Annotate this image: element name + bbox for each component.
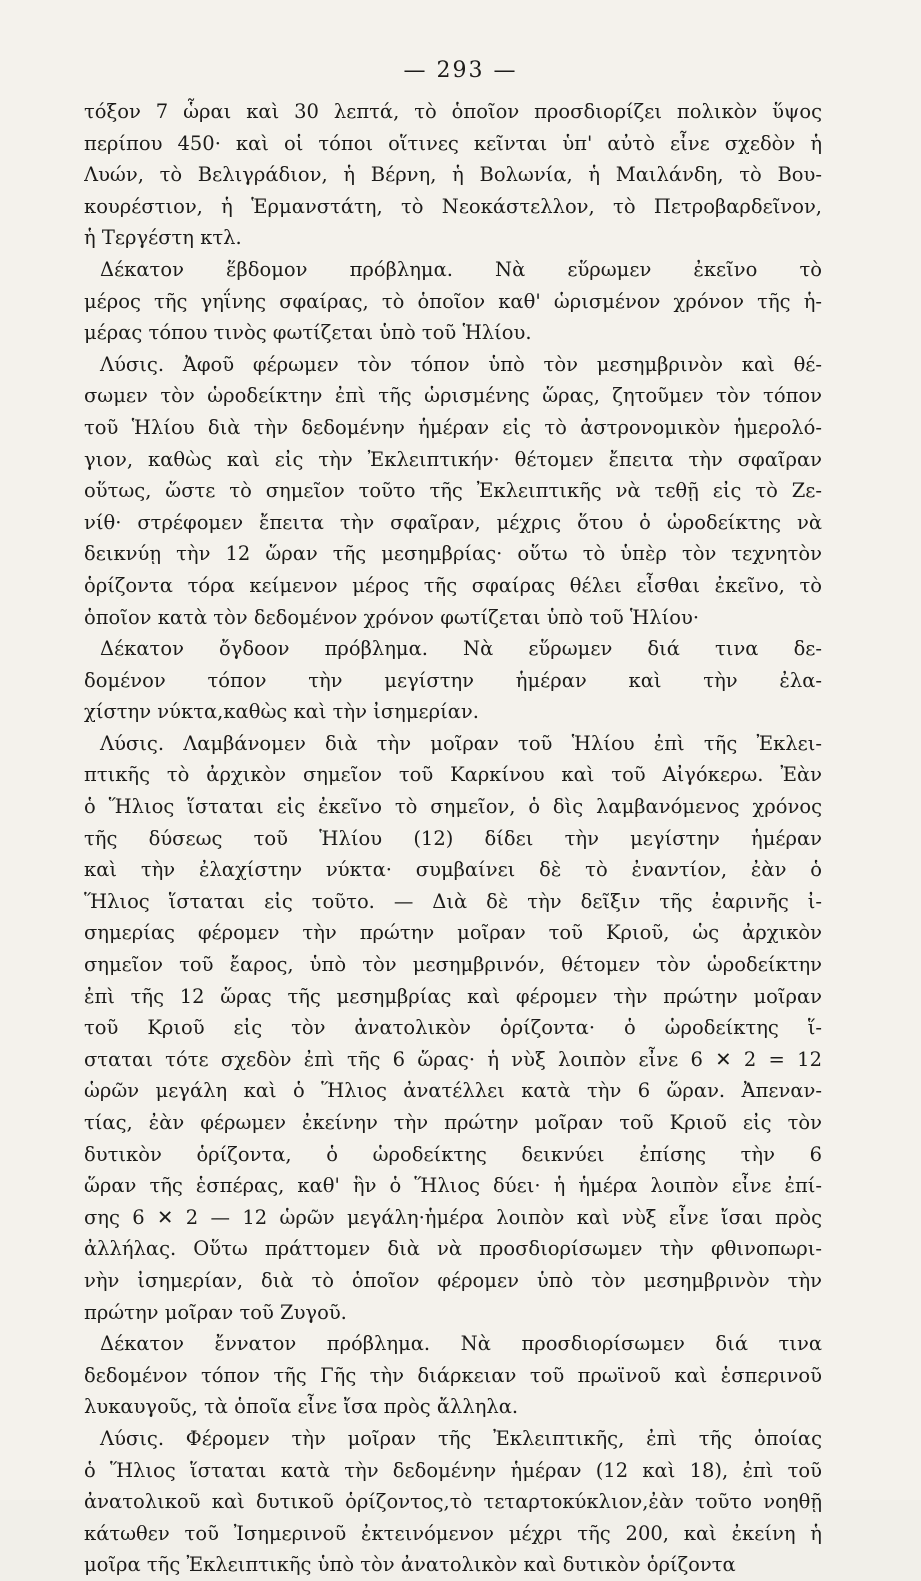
text-line: ὁ Ἥλιος ἵσταται κατὰ τὴν δεδομένην ἡμέραν (12 καὶ 18), ἐπὶ τοῦ [84, 1458, 822, 1482]
text-line: περίπου 450· καὶ οἱ τόποι οἵτινες κεῖνται ὑπ' αὐτὸ εἶνε σχεδὸν ἡ [84, 131, 822, 155]
text-line: Ἥλιος ἵσταται εἰς τοῦτο. — Διὰ δὲ τὴν δεῖξιν τῆς ἐαρινῆς ἰ- [84, 889, 822, 913]
text-line: ἡ Τεργέστη κτλ. [84, 226, 242, 250]
text-line: Λύσις. Ἀφοῦ φέρωμεν τὸν τόπον ὑπὸ τὸν μεσημβρινὸν καὶ θέ- [100, 352, 822, 376]
text-line: καὶ τὴν ἐλαχίστην νύκτα· συμβαίνει δὲ τὸ ἐναντίον, ἐὰν ὁ [84, 858, 822, 882]
text-line: Λύσις. Φέρομεν τὴν μοῖραν τῆς Ἐκλειπτικῆς, ἐπὶ τῆς ὁποίας [100, 1426, 822, 1450]
text-line: πρώτην μοῖραν τοῦ Ζυγοῦ. [84, 1300, 347, 1324]
text-line: ὡρῶν μεγάλη καὶ ὁ Ἥλιος ἀνατέλλει κατὰ τὴν 6 ὥραν. Ἀπεναν- [84, 1079, 822, 1103]
text-line: ἀνατολικοῦ καὶ δυτικοῦ ὁρίζοντος,τὸ τεταρτοκύκλιον,ἐὰν τοῦτο νοηθῇ [84, 1490, 822, 1514]
text-line: τόξον 7 ὧραι καὶ 30 λεπτά, τὸ ὁποῖον προσδιορίζει πολικὸν ὕψος [84, 100, 822, 123]
text-line: Δέκατον ὄγδοον πρόβλημα. Νὰ εὕρωμεν διά τινα δε- [100, 637, 822, 661]
text-line: τίας, ἐὰν φέρωμεν ἐκείνην τὴν πρώτην μοῖραν τοῦ Κριοῦ εἰς τὸν [84, 1111, 822, 1134]
text-line: μοῖρα τῆς Ἐκλειπτικῆς ὑπὸ τὸν ἀνατολικὸν καὶ δυτικὸν ὁρίζοντα [84, 1553, 736, 1577]
text-line: σης 6 ✕ 2 — 12 ὡρῶν μεγάλη·ἡμέρα λοιπὸν καὶ νὺξ εἶνε ἴσαι πρὸς [84, 1205, 822, 1229]
text-line: ὁποῖον κατὰ τὸν δεδομένον χρόνον φωτίζεται ὑπὸ τοῦ Ἡλίου· [84, 605, 700, 629]
text-line: δομένον τόπον τὴν μεγίστην ἡμέραν καὶ τὴν ἐλα- [84, 668, 822, 692]
text-line: τῆς δύσεως τοῦ Ἡλίου (12) δίδει τὴν μεγίστην ἡμέραν [84, 826, 822, 850]
text-line: Λύσις. Λαμβάνομεν διὰ τὴν μοῖραν τοῦ Ἡλίου ἐπὶ τῆς Ἐκλει- [100, 731, 822, 755]
text-line: νὴν ἰσημερίαν, διὰ τὸ ὁποῖον φέρομεν ὑπὸ τὸν μεσημβρινὸν τὴν [84, 1268, 822, 1292]
text-line: ὥραν τῆς ἑσπέρας, καθ' ἣν ὁ Ἥλιος δύει· ἡ ἡμέρα λοιπὸν εἶνε ἐπί- [84, 1174, 822, 1198]
text-line: Δέκατον ἕβδομον πρόβλημα. Νὰ εὕρωμεν ἐκεῖνο τὸ [100, 257, 822, 281]
text-line: γιον, καθὼς καὶ εἰς τὴν Ἐκλειπτικήν· θέτομεν ἔπειτα τὴν σφαῖραν [84, 447, 822, 471]
text-line: ὁρίζοντα τόρα κείμενον μέρος τῆς σφαίρας θέλει εἶσθαι ἐκεῖνο, τὸ [84, 573, 822, 597]
text-line: οὕτως, ὥστε τὸ σημεῖον τοῦτο τῆς Ἐκλειπτικῆς νὰ τεθῇ εἰς τὸ Ζε- [84, 479, 822, 503]
text-line: σωμεν τὸν ὡροδείκτην ἐπὶ τῆς ὡρισμένης ὥρας, ζητοῦμεν τὸν τόπον [84, 384, 822, 408]
text-line: δεδομένον τόπον τῆς Γῆς τὴν διάρκειαν τοῦ πρωϊνοῦ καὶ ἑσπερινοῦ [84, 1363, 822, 1387]
text-line: νίθ· στρέφομεν ἔπειτα τὴν σφαῖραν, μέχρις ὅτου ὁ ὡροδείκτης νὰ [84, 510, 822, 534]
text-line: ὁ Ἥλιος ἵσταται εἰς ἐκεῖνο τὸ σημεῖον, ὁ δὶς λαμβανόμενος χρόνος [84, 795, 822, 819]
text-line: λυκαυγοῦς, τὰ ὁποῖα εἶνε ἴσα πρὸς ἄλληλα. [84, 1395, 519, 1419]
text-line: σταται τότε σχεδὸν ἐπὶ τῆς 6 ὥρας· ἡ νὺξ λοιπὸν εἶνε 6 ✕ 2 = 12 [84, 1047, 822, 1071]
text-line: μέρος τῆς γηΐνης σφαίρας, τὸ ὁποῖον καθ' ὡρισμένον χρόνον τῆς ἡ- [84, 289, 822, 313]
text-line: ἀλλήλας. Οὕτω πράττομεν διὰ νὰ προσδιορίσωμεν τὴν φθινοπωρι- [84, 1237, 822, 1261]
text-line: Λυών, τὸ Βελιγράδιον, ἡ Βέρνη, ἡ Βολωνία, ἡ Μαιλάνδη, τὸ Βου- [84, 163, 822, 187]
text-line: τοῦ Κριοῦ εἰς τὸν ἀνατολικὸν ὁρίζοντα· ὁ ὡροδείκτης ἵ- [84, 1016, 822, 1040]
text-line: δυτικὸν ὁρίζοντα, ὁ ὡροδείκτης δεικνύει ἐπίσης τὴν 6 [84, 1142, 822, 1166]
text-line: δεικνύῃ τὴν 12 ὥραν τῆς μεσημβρίας· οὕτω τὸ ὑπὲρ τὸν τεχνητὸν [84, 542, 822, 566]
text-line: σημερίας φέρομεν τὴν πρώτην μοῖραν τοῦ Κριοῦ, ὡς ἀρχικὸν [84, 921, 822, 945]
text-line: σημεῖον τοῦ ἔαρος, ὑπὸ τὸν μεσημβρινόν, θέτομεν τὸν ὡροδείκτην [84, 953, 822, 977]
text-line: χίστην νύκτα,καθὼς καὶ τὴν ἰσημερίαν. [84, 700, 479, 724]
text-line: τοῦ Ἡλίου διὰ τὴν δεδομένην ἡμέραν εἰς τὸ ἀστρονομικὸν ἡμερολό- [84, 415, 822, 439]
text-line: κουρέστιον, ἡ Ἑρμανστάτη, τὸ Νεοκάστελλον, τὸ Πετροβαρδεῖνον, [84, 194, 822, 218]
text-line: Δέκατον ἔννατον πρόβλημα. Νὰ προσδιορίσωμεν διά τινα [100, 1332, 822, 1356]
text-line: ἐπὶ τῆς 12 ὥρας τῆς μεσημβρίας καὶ φέρομεν τὴν πρώτην μοῖραν [84, 984, 822, 1008]
text-line: κάτωθεν τοῦ Ἰσημερινοῦ ἐκτεινόμενον μέχρι τῆς 200, καὶ ἐκείνη ἡ [84, 1521, 822, 1545]
text-line: πτικῆς τὸ ἀρχικὸν σημεῖον τοῦ Καρκίνου καὶ τοῦ Αἰγόκερω. Ἐὰν [84, 763, 822, 787]
text-line: μέρας τόπου τινὸς φωτίζεται ὑπὸ τοῦ Ἡλίου. [84, 321, 532, 345]
page-number: — 293 — [403, 58, 518, 83]
body-text [84, 96, 822, 1581]
